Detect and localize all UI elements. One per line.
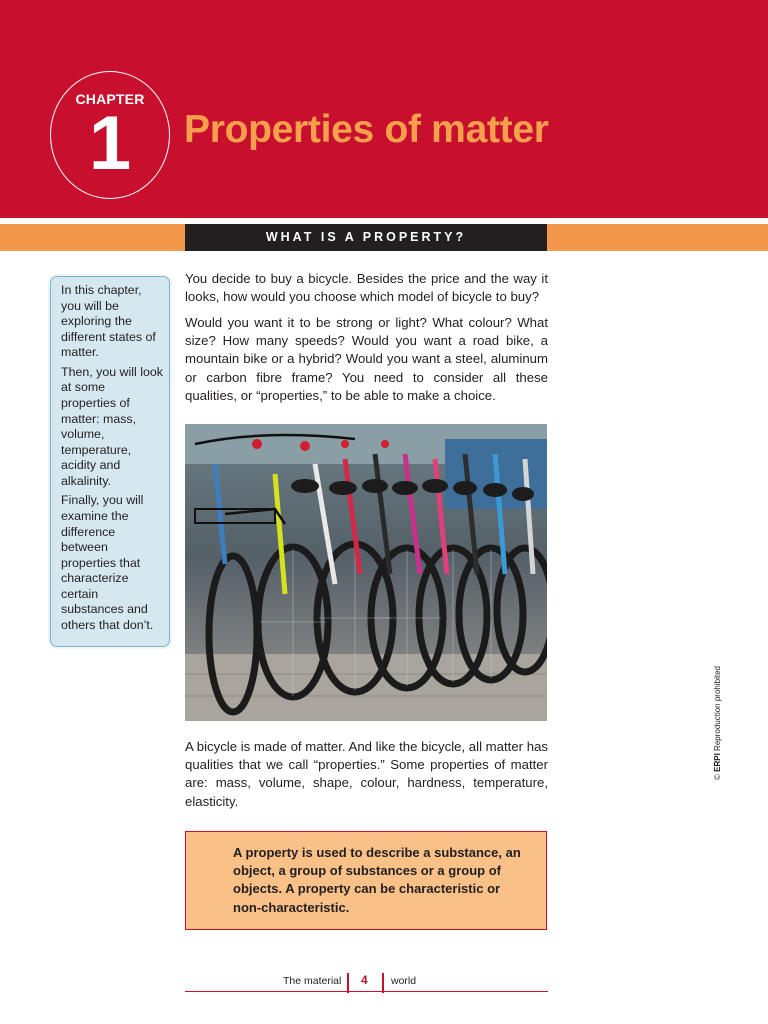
footer-book-title-right: world (391, 975, 417, 987)
chapter-header (0, 0, 768, 218)
sidebar-paragraph: Then, you will look at some properties of matter: mass, volume, temperature, acidity and alkalinity. (61, 364, 163, 488)
bicycles-illustration (185, 424, 547, 721)
copyright-text: Reproduction prohibited (713, 666, 722, 751)
chapter-title: Properties of matter (184, 108, 549, 151)
bicycles-photo (185, 424, 547, 721)
page-number: 4 (361, 973, 368, 987)
section-heading: WHAT IS A PROPERTY? (185, 224, 547, 251)
body-paragraph-matter: A bicycle is made of matter. And like the bicycle, all matter has qualities that we call “properties.” Some properties of matter are: mass, volume, shape, colour, hardness, temperature, elasticity. (185, 739, 548, 809)
publisher-logo: ERPI (713, 753, 722, 772)
chapter-number: 1 (88, 101, 132, 186)
chapter-label: CHAPTER (75, 91, 145, 107)
body-paragraph-questions: Would you want it to be strong or light? What colour? What size? How many speeds? Would you want a road bike, a mountain bike or a hybrid? Would you want a steel, aluminum or carbon fibre frame? You need to consider all these qualities, or “properties,” to be able to make a choice. (185, 315, 548, 403)
footer-rule (185, 991, 548, 992)
definition-term: property (245, 845, 299, 860)
footer-separator (382, 973, 384, 993)
definition-text: is used to describe a substance, an object, a group of substances or a group of objects. A property can be characteristic or non-characteristic. (233, 845, 521, 915)
sidebar-paragraph: Finally, you will examine the difference between properties that characterize certain substances and others that don’t. (61, 493, 154, 633)
chapter-badge (50, 71, 170, 199)
body-paragraph-intro: You decide to buy a bicycle. Besides the price and the way it looks, how would you choose which model of bicycle to buy? (185, 271, 548, 305)
sidebar-paragraph: In this chapter, you will be exploring the different states of matter. (61, 283, 156, 360)
copyright-notice (713, 630, 722, 780)
definition-prefix: A (233, 845, 246, 860)
copyright-symbol: © (713, 774, 722, 780)
chapter-intro-sidebar (50, 276, 170, 647)
footer-book-title-left: The material (283, 975, 342, 987)
footer-separator (347, 973, 349, 993)
property-definition-box (185, 831, 547, 930)
